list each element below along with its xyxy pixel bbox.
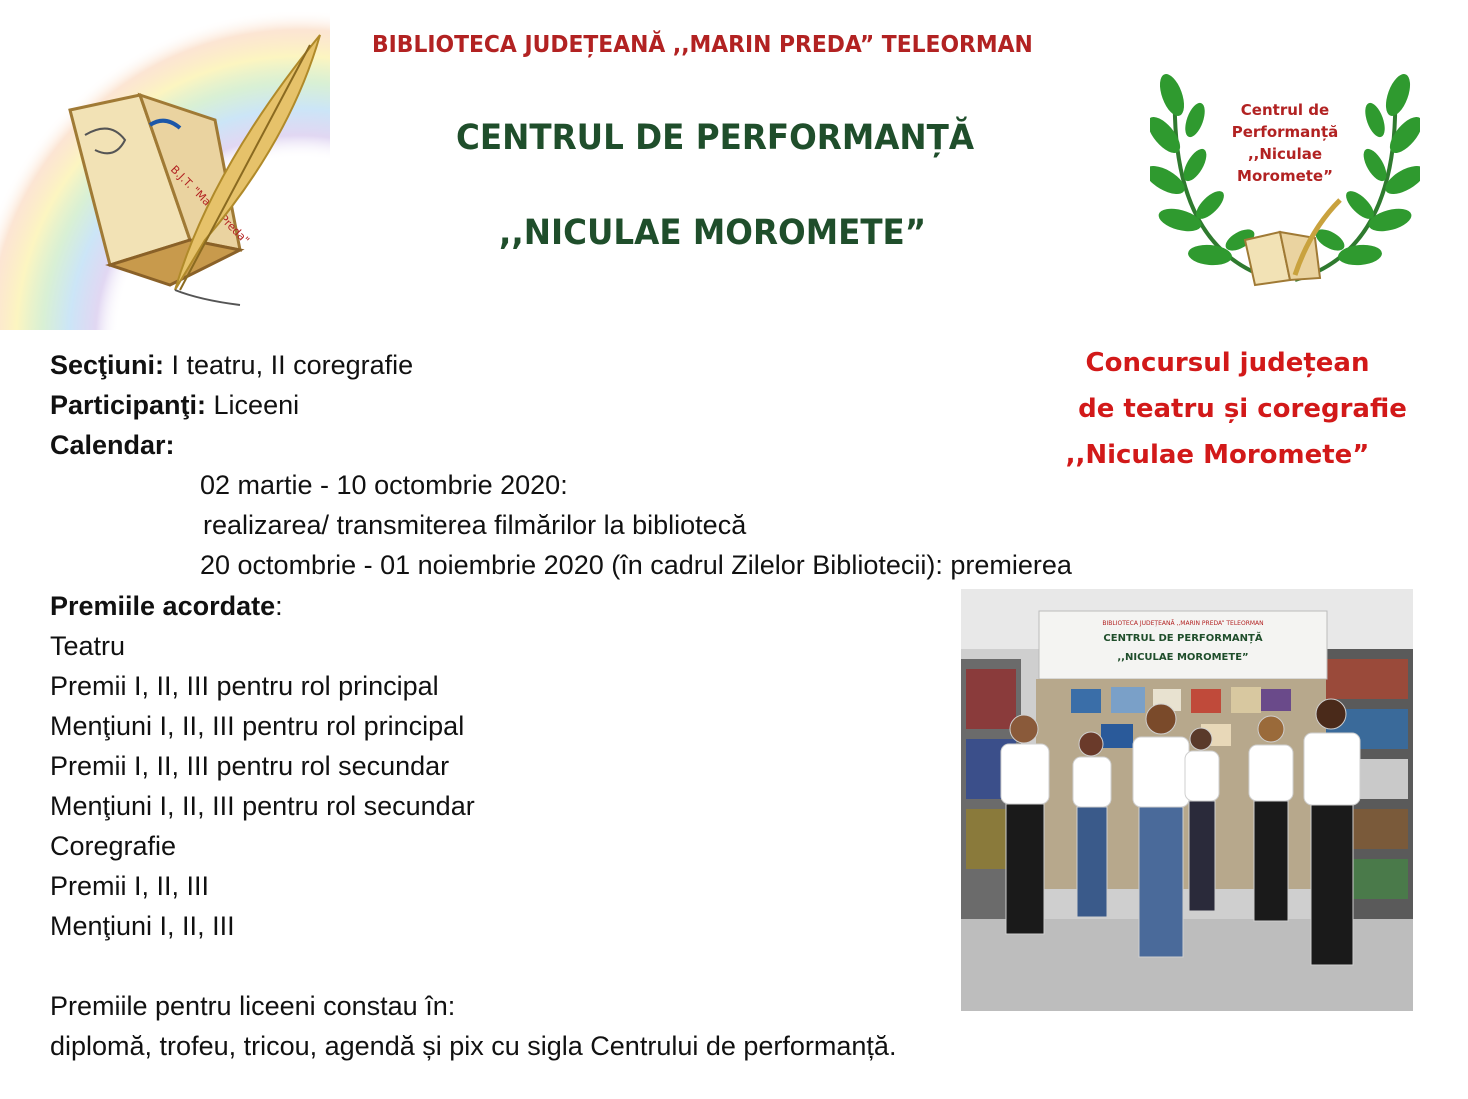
participants-line	[50, 385, 299, 425]
contest-title-line: de teatru și coregrafie	[1078, 394, 1407, 424]
calendar-colon: :	[165, 430, 175, 460]
svg-text:CENTRUL DE PERFORMANȚĂ: CENTRUL DE PERFORMANȚĂ	[1103, 633, 1263, 644]
dancer	[1133, 704, 1189, 957]
svg-text:Performanță: Performanță	[1231, 123, 1339, 141]
svg-text:Centrul de: Centrul de	[1240, 101, 1330, 119]
center-subtitle: ,,NICULAE MOROMETE”	[499, 213, 927, 253]
calendar-heading	[50, 425, 175, 465]
sections-value: I teatru, II coregrafie	[164, 350, 414, 380]
sections-label: Secţiuni:	[50, 350, 165, 380]
calendar-line: 02 martie - 10 octombrie 2020:	[200, 470, 568, 500]
calendar-line: realizarea/ transmiterea filmărilor la bibliotecă	[203, 510, 747, 540]
contest-title-line: Concursul județean	[1085, 348, 1370, 378]
prizes-label: Premiile acordate	[50, 591, 276, 621]
prize-item: Premii I, II, III pentru rol secundar	[50, 751, 450, 781]
svg-text:Moromete”: Moromete”	[1237, 167, 1333, 185]
dancer	[1073, 732, 1111, 917]
event-photo	[961, 589, 1413, 1011]
sections-line	[50, 345, 413, 385]
prize-item: Premii I, II, III	[50, 871, 210, 901]
calendar-line: 20 octombrie - 01 noiembrie 2020 (în cadrul Zilelor Bibliotecii): premierea	[200, 550, 1072, 580]
participants-value: Liceeni	[206, 390, 300, 420]
prize-item: Menţiuni I, II, III	[50, 911, 235, 941]
performance-center-logo	[1150, 50, 1420, 295]
prizes-colon: :	[275, 591, 283, 621]
awards-note-line: Premiile pentru liceeni constau în:	[50, 991, 456, 1021]
svg-text:,,Niculae: ,,Niculae	[1247, 145, 1323, 163]
library-name: BIBLIOTECA JUDEȚEANĂ ,,MARIN PREDA” TELEORMAN	[372, 32, 1033, 58]
dancer	[1249, 716, 1293, 921]
prize-item: Premii I, II, III pentru rol principal	[50, 671, 439, 701]
svg-text:B.J.T. "Marin Preda": B.J.T. "Marin Preda"	[167, 162, 252, 247]
contest-title-line: ,,Niculae Moromete”	[1065, 440, 1370, 470]
photo-banner	[1039, 611, 1327, 679]
prizes-heading	[50, 586, 283, 626]
prize-item: Menţiuni I, II, III pentru rol principal	[50, 711, 465, 741]
prize-item: Teatru	[50, 631, 126, 661]
dancer	[1001, 715, 1049, 934]
svg-text:BIBLIOTECA JUDEȚEANĂ ,,MARIN P: BIBLIOTECA JUDEȚEANĂ ,,MARIN PREDA” TELEORMAN	[1102, 620, 1264, 627]
calendar-label: Calendar	[50, 430, 166, 460]
svg-text:,,NICULAE MOROMETE”: ,,NICULAE MOROMETE”	[1117, 652, 1249, 663]
dancer	[1185, 728, 1219, 911]
library-logo	[0, 0, 330, 330]
contest-title	[1040, 340, 1415, 478]
center-title: CENTRUL DE PERFORMANȚĂ	[456, 118, 975, 158]
dancer	[1304, 699, 1360, 965]
awards-note-line: diplomă, trofeu, tricou, agendă și pix cu sigla Centrului de performanță.	[50, 1031, 897, 1061]
participants-label: Participanţi:	[50, 390, 207, 420]
prize-item: Menţiuni I, II, III pentru rol secundar	[50, 791, 475, 821]
prize-item: Coregrafie	[50, 831, 177, 861]
